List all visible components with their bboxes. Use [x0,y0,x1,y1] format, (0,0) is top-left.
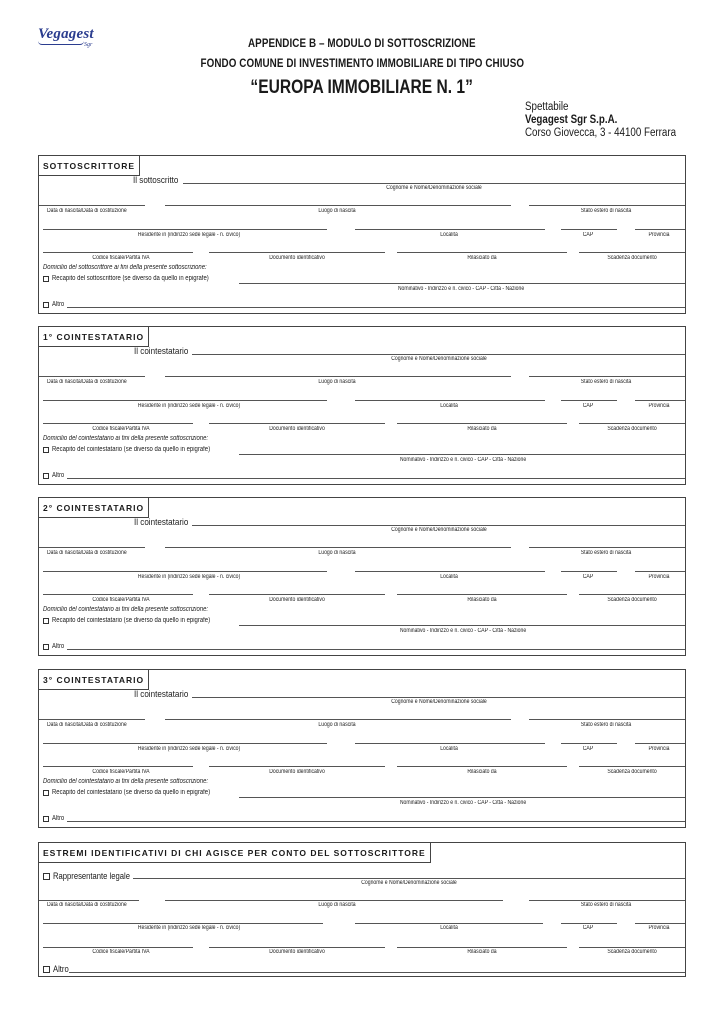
checkbox-icon[interactable] [43,644,49,650]
province-field[interactable] [635,229,685,230]
name-field[interactable] [192,525,685,526]
address-label: Residente in (indirizzo sede legale - n. civico) [137,232,241,238]
intro-label: Il sottoscritto [133,175,179,186]
birthplace-field[interactable] [165,719,511,720]
person-section-0 [38,155,686,314]
cap-label: CAP [582,232,594,238]
other-label: Altro [52,643,65,650]
logo-text: Vegagest [38,26,94,42]
header-title: “EUROPA IMMOBILIARE N. 1” [250,77,474,98]
expiry-field[interactable] [579,947,685,948]
birthdate-field[interactable] [39,900,139,901]
birthdate-field[interactable] [39,719,145,720]
birthplace-label: Luogo di nascita [318,208,356,214]
cap-field[interactable] [561,923,617,924]
birthplace-field[interactable] [165,205,511,206]
addressee-salutation: Spettabile [525,101,569,113]
birthplace-field[interactable] [165,376,511,377]
expiry-label: Scadenza documento [607,949,657,955]
expiry-field[interactable] [579,766,685,767]
birthdate-label: Data di nascita/Data di costituzione [47,902,127,908]
id-document-field[interactable] [209,423,385,424]
name-label: Cognome e Nome/Denominazione sociale [391,356,487,362]
intro-label: Il cointestatario [134,346,189,357]
birth-country-label: Stato estero di nascita [580,902,632,908]
birthdate-label: Data di nascita/Data di costituzione [47,550,127,556]
recapito-sublabel: Nominativo - Indirizzo e n. civico - CAP - Città - Nazione [399,457,527,463]
address-label: Residente in (indirizzo sede legale - n. civico) [137,574,241,580]
birth-country-label: Stato estero di nascita [580,722,632,728]
tax-code-field[interactable] [43,423,193,424]
city-label: Località [440,232,458,238]
other-checkbox[interactable] [43,301,66,308]
other-checkbox[interactable] [43,472,66,479]
checkbox-icon[interactable] [43,966,50,973]
checkbox-icon[interactable] [43,276,49,282]
birth-country-field[interactable] [529,205,685,206]
name-label: Cognome e Nome/Denominazione sociale [361,880,457,886]
other-checkbox[interactable] [43,643,66,650]
cap-label: CAP [582,746,594,752]
province-field[interactable] [635,743,685,744]
cap-label: CAP [582,403,594,409]
province-label: Provincia [648,403,670,409]
legal-rep-checkbox[interactable] [43,871,144,881]
province-field[interactable] [635,923,685,924]
birthdate-label: Data di nascita/Data di costituzione [47,379,127,385]
addressee-company: Vegagest Sgr S.p.A. [525,114,618,126]
city-label: Località [440,574,458,580]
name-field[interactable] [192,354,685,355]
city-label: Località [440,746,458,752]
other-label: Altro [53,964,69,974]
id-document-label: Documento identificativo [269,769,325,775]
expiry-field[interactable] [579,252,685,253]
birth-country-field[interactable] [529,900,685,901]
domicile-note: Domicilio del cointestatario ai fini della presente sottoscrizione: [43,606,209,613]
name-field[interactable] [183,183,685,184]
name-label: Cognome e Nome/Denominazione sociale [391,699,487,705]
address-label: Residente in (indirizzo sede legale - n. civico) [137,925,241,931]
checkbox-icon[interactable] [43,473,49,479]
recapito-sublabel: Nominativo - Indirizzo e n. civico - CAP - Città - Nazione [399,800,527,806]
recapito-label: Recapito del cointestatario (se diverso da quello in epigrafe) [52,617,211,624]
person-section-3 [38,669,686,828]
issued-by-label: Rilasciato da [467,597,497,603]
cap-field[interactable] [561,743,617,744]
recapito-field[interactable] [239,625,685,626]
birthdate-field[interactable] [39,547,145,548]
issued-by-label: Rilasciato da [467,949,497,955]
id-document-label: Documento identificativo [269,426,325,432]
city-field[interactable] [355,743,545,744]
id-document-field[interactable] [209,594,385,595]
expiry-label: Scadenza documento [607,769,657,775]
recapito-checkbox[interactable] [43,275,236,282]
recapito-sublabel: Nominativo - Indirizzo e n. civico - CAP - Città - Nazione [399,628,527,634]
addressee-address: Corso Giovecca, 3 - 44100 Ferrara [525,127,677,139]
cap-label: CAP [582,574,594,580]
addressee [525,101,703,140]
city-field[interactable] [355,923,543,924]
tax-code-label: Codice fiscale/Partita IVA [92,949,150,955]
issued-by-field[interactable] [397,766,567,767]
cap-field[interactable] [561,400,617,401]
id-document-field[interactable] [209,766,385,767]
other-label: Altro [52,472,65,479]
domicile-note: Domicilio del cointestatario ai fini della presente sottoscrizione: [43,778,209,785]
tax-code-field[interactable] [43,766,193,767]
other-label: Altro [52,815,65,822]
birth-country-label: Stato estero di nascita [580,208,632,214]
birth-country-label: Stato estero di nascita [580,550,632,556]
birthdate-field[interactable] [39,205,145,206]
birthplace-field[interactable] [165,900,503,901]
address-field[interactable] [43,229,327,230]
birth-country-field[interactable] [529,719,685,720]
city-field[interactable] [355,229,545,230]
intro-label: Il cointestatario [134,517,189,528]
agent-section [38,842,686,977]
birthdate-field[interactable] [39,376,145,377]
other-field[interactable] [69,972,685,973]
id-document-label: Documento identificativo [269,949,325,955]
province-label: Provincia [648,232,670,238]
address-field[interactable] [43,400,327,401]
id-document-field[interactable] [209,252,385,253]
birth-country-field[interactable] [529,547,685,548]
checkbox-icon[interactable] [43,816,49,822]
address-label: Residente in (indirizzo sede legale - n. civico) [137,746,241,752]
header-line-2: FONDO COMUNE DI INVESTIMENTO IMMOBILIARE DI TIPO CHIUSO [200,56,524,70]
name-field[interactable] [133,878,685,879]
header-line-1: APPENDICE B – MODULO DI SOTTOSCRIZIONE [248,36,476,50]
address-label: Residente in (indirizzo sede legale - n. civico) [137,403,241,409]
section-tag: 3° COINTESTATARIO [39,670,149,690]
issued-by-label: Rilasciato da [467,255,497,261]
tax-code-label: Codice fiscale/Partita IVA [92,769,150,775]
other-checkbox[interactable] [43,815,66,822]
intro-label: Il cointestatario [134,689,189,700]
cap-field[interactable] [561,229,617,230]
id-document-field[interactable] [209,947,385,948]
city-field[interactable] [355,400,545,401]
recapito-sublabel: Nominativo - Indirizzo e n. civico - CAP - Città - Nazione [397,286,525,292]
person-section-2 [38,497,686,656]
logo-sub: Sgr [84,42,93,48]
section-tag: 2° COINTESTATARIO [39,498,149,518]
birthplace-label: Luogo di nascita [318,379,356,385]
checkbox-icon[interactable] [43,873,50,880]
legal-rep-label: Rappresentante legale [53,871,130,881]
recapito-checkbox[interactable] [43,789,238,796]
address-field[interactable] [43,923,323,924]
issued-by-field[interactable] [397,594,567,595]
birth-country-field[interactable] [529,376,685,377]
issued-by-field[interactable] [397,423,567,424]
birthplace-label: Luogo di nascita [318,550,356,556]
name-label: Cognome e Nome/Denominazione sociale [386,185,482,191]
birthplace-field[interactable] [165,547,511,548]
other-field[interactable] [67,649,685,650]
domicile-note: Domicilio del sottoscrittore ai fini della presente sottoscrizione: [43,264,207,271]
issued-by-field[interactable] [397,947,567,948]
name-field[interactable] [192,697,685,698]
recapito-label: Recapito del cointestatario (se diverso da quello in epigrafe) [52,446,211,453]
province-label: Provincia [648,925,670,931]
expiry-label: Scadenza documento [607,426,657,432]
expiry-field[interactable] [579,594,685,595]
section-tag: SOTTOSCRITTORE [39,156,140,176]
city-label: Località [440,403,458,409]
recapito-label: Recapito del sottoscrittore (se diverso da quello in epigrafe) [52,275,209,282]
tax-code-field[interactable] [43,947,193,948]
recapito-field[interactable] [239,283,685,284]
cap-field[interactable] [561,571,617,572]
province-label: Provincia [648,574,670,580]
issued-by-label: Rilasciato da [467,769,497,775]
recapito-checkbox[interactable] [43,446,238,453]
checkbox-icon[interactable] [43,790,49,796]
city-field[interactable] [355,571,545,572]
recapito-field[interactable] [239,797,685,798]
birthplace-label: Luogo di nascita [318,902,356,908]
province-field[interactable] [635,571,685,572]
domicile-note: Domicilio del cointestatario ai fini della presente sottoscrizione: [43,435,209,442]
address-field[interactable] [43,743,327,744]
checkbox-icon[interactable] [43,447,49,453]
expiry-field[interactable] [579,423,685,424]
recapito-field[interactable] [239,454,685,455]
id-document-label: Documento identificativo [269,597,325,603]
recapito-label: Recapito del cointestatario (se diverso da quello in epigrafe) [52,789,211,796]
id-document-label: Documento identificativo [269,255,325,261]
address-field[interactable] [43,571,327,572]
name-label: Cognome e Nome/Denominazione sociale [391,527,487,533]
birthplace-label: Luogo di nascita [318,722,356,728]
province-label: Provincia [648,746,670,752]
expiry-label: Scadenza documento [607,597,657,603]
birthdate-label: Data di nascita/Data di costituzione [47,208,127,214]
other-checkbox[interactable] [43,964,72,974]
tax-code-field[interactable] [43,594,193,595]
issued-by-label: Rilasciato da [467,426,497,432]
city-label: Località [440,925,458,931]
checkbox-icon[interactable] [43,302,49,308]
other-field[interactable] [67,478,685,479]
birthdate-label: Data di nascita/Data di costituzione [47,722,127,728]
section-tag: 1° COINTESTATARIO [39,327,149,347]
tax-code-label: Codice fiscale/Partita IVA [92,426,150,432]
recapito-checkbox[interactable] [43,617,238,624]
cap-label: CAP [582,925,594,931]
other-label: Altro [52,301,65,308]
checkbox-icon[interactable] [43,618,49,624]
other-field[interactable] [67,821,685,822]
tax-code-label: Codice fiscale/Partita IVA [92,255,150,261]
province-field[interactable] [635,400,685,401]
person-section-1 [38,326,686,485]
tax-code-field[interactable] [43,252,193,253]
issued-by-field[interactable] [397,252,567,253]
other-field[interactable] [67,307,685,308]
tax-code-label: Codice fiscale/Partita IVA [92,597,150,603]
birth-country-label: Stato estero di nascita [580,379,632,385]
expiry-label: Scadenza documento [607,255,657,261]
section-tag: ESTREMI IDENTIFICATIVI DI CHI AGISCE PER CONTO DEL SOTTOSCRITTORE [39,843,431,863]
